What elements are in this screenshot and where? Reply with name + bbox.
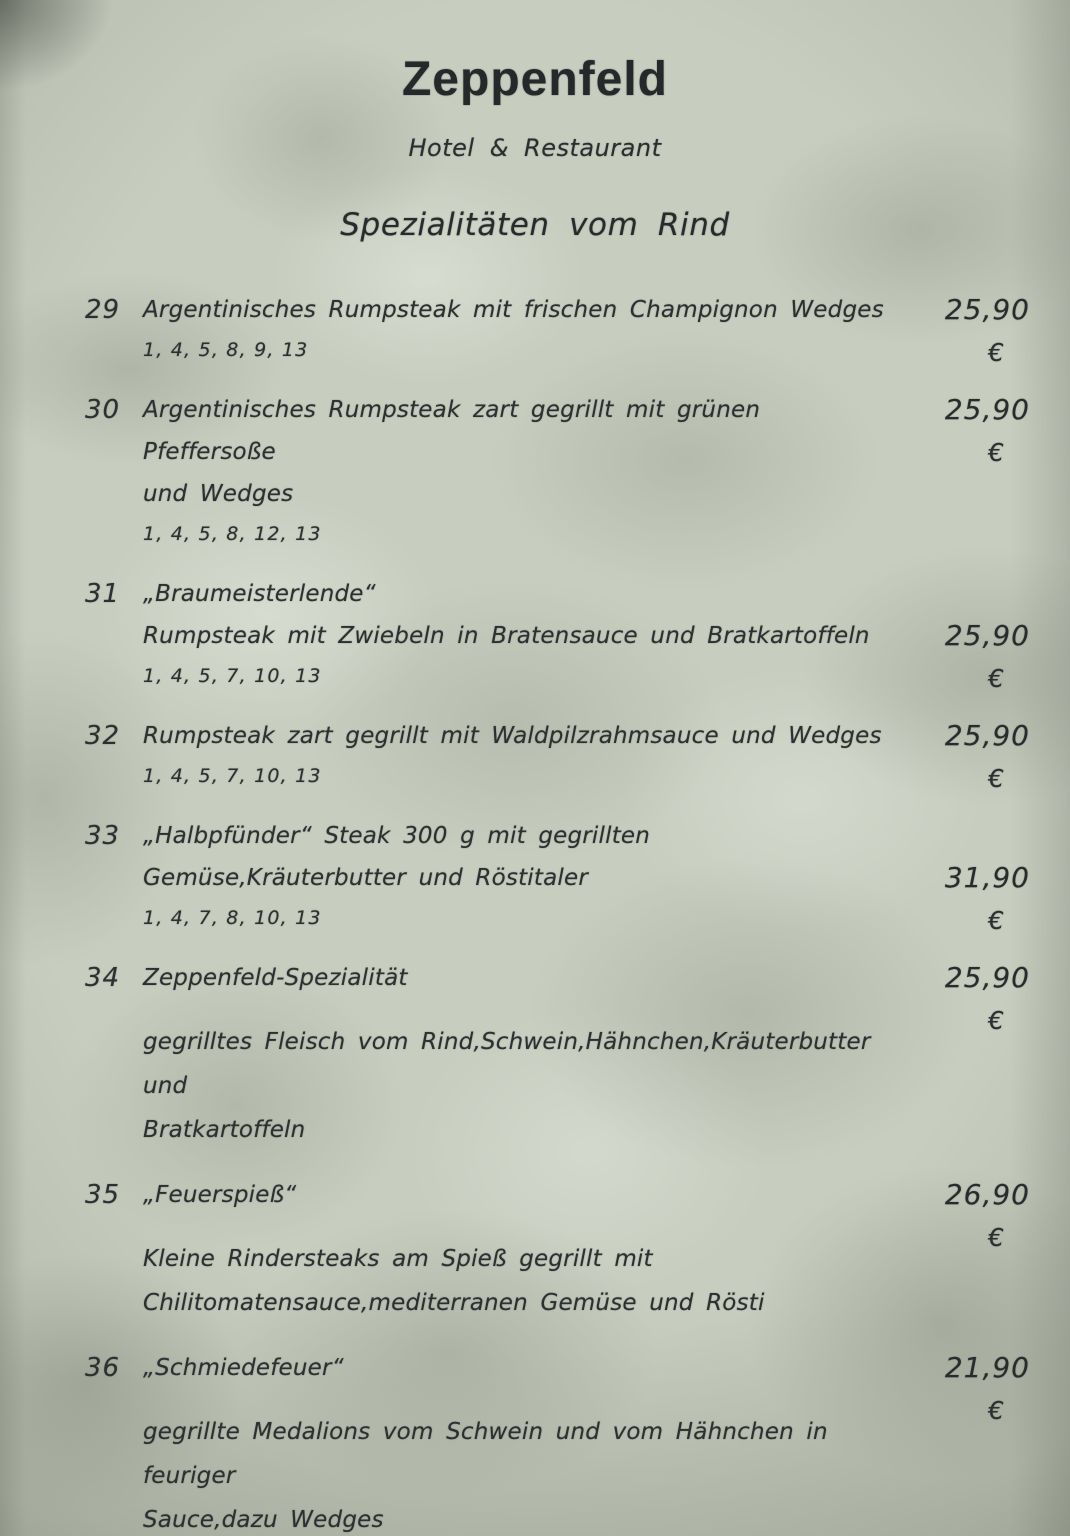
item-line: „Halbpfünder“ Steak 300 g mit gegrillten: [143, 823, 651, 849]
euro-sign: €: [988, 906, 1004, 935]
item-description: [143, 1020, 895, 1152]
item-line: Gemüse,Kräuterbutter und Röstitaler: [143, 865, 588, 891]
item-number: 34: [85, 963, 121, 993]
item-price: 21,90: [944, 1351, 1030, 1384]
item-price: 31,90: [944, 861, 1030, 894]
price-block: [900, 615, 1030, 693]
item-line: und Wedges: [143, 481, 294, 507]
item-line: Argentinisches Rumpsteak zart gegrillt mit grünen Pfeffersoße: [143, 397, 761, 465]
item-text: [143, 1347, 895, 1536]
item-title: Zeppenfeld-Spezialität: [143, 965, 408, 991]
item-number: 36: [85, 1353, 121, 1383]
menu-item-34: [85, 957, 1030, 1152]
menu-item-32: [85, 715, 1030, 793]
euro-sign: €: [988, 764, 1004, 793]
section-title: Spezialitäten vom Rind: [340, 207, 730, 243]
price-block: [900, 857, 1030, 935]
item-text: [143, 289, 895, 367]
item-number: 31: [85, 579, 121, 609]
menu-header: [0, 52, 1070, 243]
menu-items: [85, 289, 1030, 1536]
euro-sign: €: [988, 1396, 1004, 1425]
menu-item-35: [85, 1174, 1030, 1325]
item-text: [143, 573, 895, 693]
price-block: [900, 715, 1030, 793]
allergen-codes: 1, 4, 5, 8, 9, 13: [143, 339, 309, 361]
item-line: Rumpsteak mit Zwiebeln in Bratensauce und Bratkartoffeln: [143, 623, 870, 649]
euro-sign: €: [988, 338, 1004, 367]
item-desc-line: gegrilltes Fleisch vom Rind,Schwein,Hähnchen,Kräuterbutter und: [143, 1029, 871, 1099]
item-desc-line: Chilitomatensauce,mediterranen Gemüse und Rösti: [143, 1290, 765, 1316]
item-number: 32: [85, 721, 121, 751]
allergen-codes: 1, 4, 5, 7, 10, 13: [143, 665, 322, 687]
item-price: 26,90: [944, 1178, 1030, 1211]
menu-item-30: [85, 389, 1030, 551]
item-desc-line: Bratkartoffeln: [143, 1117, 306, 1143]
item-description: [143, 1410, 895, 1536]
item-desc-line: Kleine Rindersteaks am Spieß gegrillt mit: [143, 1246, 653, 1272]
item-number: 29: [85, 295, 121, 325]
allergen-codes: 1, 4, 7, 8, 10, 13: [143, 907, 322, 929]
item-number: 35: [85, 1180, 121, 1210]
menu-item-29: [85, 289, 1030, 367]
euro-sign: €: [988, 1223, 1004, 1252]
euro-sign: €: [988, 438, 1004, 467]
restaurant-name: Zeppenfeld: [401, 53, 668, 106]
item-desc-line: Sauce,dazu Wedges: [143, 1507, 384, 1533]
item-title: „Braumeisterlende“: [143, 581, 376, 607]
menu-item-33: [85, 815, 1030, 935]
item-line: Rumpsteak zart gegrillt mit Waldpilzrahmsauce und Wedges: [143, 723, 882, 749]
price-block: [900, 289, 1030, 367]
price-block: [900, 389, 1030, 467]
euro-sign: €: [988, 1006, 1004, 1035]
item-text: [143, 815, 895, 935]
item-description: [143, 1237, 895, 1325]
item-text: [143, 389, 895, 551]
allergen-codes: 1, 4, 5, 7, 10, 13: [143, 765, 322, 787]
menu-item-31: [85, 573, 1030, 693]
item-text: [143, 1174, 895, 1325]
item-number: 33: [85, 821, 121, 851]
item-desc-line: gegrillte Medalions vom Schwein und vom Hähnchen in feuriger: [143, 1419, 828, 1489]
restaurant-subtitle: Hotel & Restaurant: [408, 134, 662, 162]
item-title: „Schmiedefeuer“: [143, 1355, 344, 1381]
menu-item-36: [85, 1347, 1030, 1536]
item-price: 25,90: [944, 619, 1030, 652]
item-text: [143, 957, 895, 1152]
item-price: 25,90: [944, 393, 1030, 426]
item-line: Argentinisches Rumpsteak mit frischen Champignon Wedges: [143, 297, 884, 323]
item-price: 25,90: [944, 719, 1030, 752]
item-number: 30: [85, 395, 121, 425]
price-block: [900, 957, 1030, 1035]
price-block: [900, 1174, 1030, 1252]
item-text: [143, 715, 895, 793]
item-title: „Feuerspieß“: [143, 1182, 297, 1208]
item-price: 25,90: [944, 961, 1030, 994]
price-block: [900, 1347, 1030, 1425]
euro-sign: €: [988, 664, 1004, 693]
item-price: 25,90: [944, 293, 1030, 326]
allergen-codes: 1, 4, 5, 8, 12, 13: [143, 523, 322, 545]
